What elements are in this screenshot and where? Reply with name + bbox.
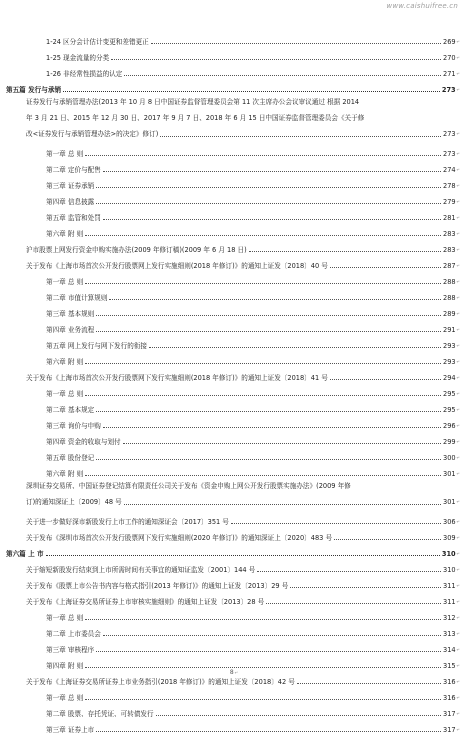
toc-leader [156, 715, 441, 716]
toc-page: 310 [441, 550, 456, 558]
toc-entry[interactable] [6, 414, 460, 430]
toc-entry[interactable] [6, 46, 460, 62]
toc-page: 313 [443, 630, 456, 638]
toc-leader [149, 347, 441, 348]
toc-title: 改<证券发行与承销管理办法>的决定》修订) [26, 130, 159, 138]
toc-multiline-entry [6, 94, 460, 142]
toc-page: 278 [443, 182, 456, 190]
paragraph-mark-icon: ↵ [456, 167, 460, 172]
toc-title: 第四章 业务流程 [46, 326, 95, 334]
toc-leader [96, 331, 441, 332]
toc-entry[interactable] [6, 622, 460, 638]
paragraph-mark-icon: ↵ [456, 695, 460, 700]
toc-entry[interactable] [6, 526, 460, 542]
toc-entry[interactable] [6, 654, 460, 670]
paragraph-mark-icon: ↵ [456, 519, 460, 524]
toc-page: 281 [443, 214, 456, 222]
toc-entry[interactable] [6, 638, 460, 654]
paragraph-mark-icon: ↵ [456, 199, 460, 204]
toc-page: 273 [441, 86, 456, 94]
toc-leader [96, 651, 441, 652]
toc-page: 274 [443, 166, 456, 174]
toc-title: 订)的通知深证上〔2009〕48 号 [26, 498, 122, 506]
toc-page: 306 [443, 518, 456, 526]
toc-title: 第一章 总 则 [46, 614, 84, 622]
toc-leader [103, 427, 441, 428]
page-number: 8 [229, 669, 234, 676]
toc-entry[interactable] [6, 286, 460, 302]
toc-page: 269 [443, 38, 456, 46]
toc-line-last [26, 494, 460, 510]
toc-entry[interactable] [6, 686, 460, 702]
paragraph-mark-icon: ↵ [456, 679, 460, 684]
toc-page: 288 [443, 278, 456, 286]
toc-title: 第四章 资金的收取与划付 [46, 438, 121, 446]
toc-title: 第二章 股票、存托凭证、可转债发行 [46, 710, 154, 718]
toc-title: 关于发布《上海市场首次公开发行股票网上发行实施细则(2018 年修订)》的通知上证发〔2018〕40 号 [26, 262, 328, 270]
paragraph-mark-icon: ↵ [456, 151, 460, 156]
toc-page: 295 [443, 406, 456, 414]
toc-leader [151, 43, 441, 44]
toc-leader [290, 587, 441, 588]
toc-leader [123, 443, 441, 444]
paragraph-mark-icon: ↵ [456, 311, 460, 316]
toc-multiline-entry-2 [6, 478, 460, 510]
toc-entry[interactable] [6, 382, 460, 398]
toc-entry[interactable] [6, 606, 460, 622]
toc-block-1 [6, 30, 460, 94]
toc-page: 288 [443, 294, 456, 302]
toc-page: 311 [443, 582, 456, 590]
watermark: www.caishuifree.cn [386, 2, 458, 10]
toc-page: 294 [443, 374, 456, 382]
toc-block-3 [6, 510, 460, 734]
paragraph-mark-icon: ↵ [456, 615, 460, 620]
toc-leader [96, 411, 441, 412]
toc-leader [103, 219, 441, 220]
page-footer [0, 669, 468, 676]
toc-entry[interactable] [6, 430, 460, 446]
toc-page: 287 [443, 262, 456, 270]
paragraph-mark-icon: ↵ [456, 343, 460, 348]
toc-leader [231, 523, 441, 524]
toc-leader [96, 315, 441, 316]
toc-leader [96, 459, 441, 460]
toc-title: 关于发布《上海市场首次公开发行股票网下发行实施细则(2018 年修订)》的通知上证发〔2018〕41 号 [26, 374, 328, 382]
toc-title: 第二章 市值计算规则 [46, 294, 108, 302]
toc-page: 273 [443, 150, 456, 158]
toc-leader [330, 267, 441, 268]
toc-entry[interactable] [6, 718, 460, 734]
toc-line: 证券发行与承销管理办法(2013 年 10 月 8 日中国证券监督管理委员会第 11 次主席办公会议审议通过 根据 2014 [26, 98, 360, 106]
toc-entry[interactable] [6, 30, 460, 46]
toc-page: 311 [443, 598, 456, 606]
toc-leader [85, 699, 441, 700]
toc-leader [96, 187, 441, 188]
paragraph-mark-icon: ↵ [456, 359, 460, 364]
toc-title: 第五章 股份登记 [46, 454, 95, 462]
toc-page: 293 [443, 358, 456, 366]
toc-line-last [26, 126, 460, 142]
toc-page: 279 [443, 198, 456, 206]
toc-page: 309 [443, 534, 456, 542]
paragraph-mark-icon: ↵ [456, 71, 460, 76]
toc-entry[interactable] [6, 542, 460, 558]
toc-page: 299 [443, 438, 456, 446]
paragraph-mark-icon: ↵ [456, 55, 460, 60]
toc-leader [96, 203, 441, 204]
toc-leader [111, 59, 441, 60]
toc-page: 317 [443, 726, 456, 734]
paragraph-mark-icon: ↵ [456, 231, 460, 236]
toc-page: 291 [443, 326, 456, 334]
toc-title: 第一章 总 则 [46, 694, 84, 702]
toc-entry[interactable] [6, 350, 460, 366]
toc-line: 年 3 月 21 日、2015 年 12 月 30 日、2017 年 9 月 7 日、2018 年 6 月 15 日中国证券监督管理委员会《关于修 [26, 114, 365, 122]
toc-title: 第四章 附 则 [46, 662, 84, 670]
toc-page: 312 [443, 614, 456, 622]
toc-title: 第三章 询价与申购 [46, 422, 101, 430]
toc-entry[interactable] [6, 398, 460, 414]
toc-entry[interactable] [6, 318, 460, 334]
toc-leader [85, 363, 441, 364]
paragraph-mark-icon: ↵ [456, 455, 460, 460]
table-of-contents [6, 30, 460, 734]
toc-leader [85, 155, 441, 156]
toc-entry[interactable] [6, 334, 460, 350]
paragraph-mark-icon: ↵ [456, 87, 460, 92]
toc-leader [85, 395, 441, 396]
toc-leader [266, 603, 441, 604]
paragraph-mark-icon: ↵ [456, 535, 460, 540]
toc-entry[interactable] [6, 510, 460, 526]
toc-title: 第六章 附 则 [46, 230, 84, 238]
paragraph-mark-icon: ↵ [456, 295, 460, 300]
toc-title: 1-25 现金流量的分类 [46, 54, 110, 62]
toc-entry[interactable] [6, 62, 460, 78]
toc-page: 283 [443, 230, 456, 238]
toc-page: 301 [443, 498, 456, 506]
toc-title: 第三章 证券上市 [46, 726, 95, 734]
toc-entry[interactable] [6, 238, 460, 254]
toc-entry[interactable] [6, 142, 460, 158]
toc-title: 第五章 监管和处罚 [46, 214, 101, 222]
toc-page: 316 [443, 678, 456, 686]
toc-leader [103, 635, 441, 636]
toc-entry[interactable] [6, 206, 460, 222]
toc-title: 第三章 证券承销 [46, 182, 95, 190]
toc-entry[interactable] [6, 302, 460, 318]
paragraph-mark-icon: ↵ [456, 247, 460, 252]
paragraph-mark-icon: ↵ [456, 567, 460, 572]
toc-entry[interactable] [6, 222, 460, 238]
toc-title: 第六篇 上 市 [6, 550, 44, 558]
paragraph-mark-icon: ↵ [456, 263, 460, 268]
toc-leader [103, 171, 441, 172]
toc-page: 296 [443, 422, 456, 430]
paragraph-mark-icon: ↵ [456, 391, 460, 396]
toc-leader [96, 731, 441, 732]
paragraph-mark-icon: ↵ [456, 327, 460, 332]
toc-title: 1-26 非经常性损益的认定 [46, 70, 123, 78]
toc-entry[interactable] [6, 590, 460, 606]
toc-leader [109, 299, 441, 300]
toc-title: 第三章 基本规则 [46, 310, 95, 318]
toc-entry[interactable] [6, 702, 460, 718]
toc-title: 关于发布《上海证券交易所证券上市业务指引(2018 年修订)》的通知上证发〔2018〕42 号 [26, 678, 295, 686]
toc-page: 301 [443, 470, 456, 478]
toc-title: 1-24 区分会计估计变更和差错更正 [46, 38, 149, 46]
toc-title: 第一章 总 则 [46, 278, 84, 286]
toc-title: 第三章 审核程序 [46, 646, 95, 654]
toc-page: 295 [443, 390, 456, 398]
toc-entry[interactable] [6, 366, 460, 382]
toc-block-2 [6, 142, 460, 478]
toc-leader [85, 283, 441, 284]
toc-title: 沪市股票上网发行资金申购实施办法(2009 年修订稿)(2009 年 6 月 18 日) [26, 246, 247, 254]
paragraph-mark-icon: ↵ [456, 663, 460, 668]
paragraph-mark-icon: ↵ [456, 439, 460, 444]
paragraph-mark-icon: ↵ [456, 551, 460, 556]
toc-title: 第一章 总 则 [46, 150, 84, 158]
toc-page: 271 [443, 70, 456, 78]
paragraph-mark-icon: ↵ [456, 599, 460, 604]
paragraph-mark-icon: ↵ [456, 711, 460, 716]
toc-leader [249, 251, 441, 252]
toc-leader [85, 235, 441, 236]
paragraph-mark-icon: ↵ [456, 583, 460, 588]
paragraph-mark-icon: ↵ [456, 407, 460, 412]
toc-title: 关于发布《上海证券交易所证券上市审核实施细则》的通知上证发〔2013〕28 号 [26, 598, 265, 606]
paragraph-mark-icon: ↵ [456, 183, 460, 188]
paragraph-mark-icon: ↵ [456, 727, 460, 732]
toc-entry[interactable] [6, 190, 460, 206]
toc-title: 关于缩短新股发行结束到上市所需时间有关事宜的通知证监发〔2001〕144 号 [26, 566, 256, 574]
toc-leader [297, 683, 441, 684]
toc-title: 第二章 定价与配售 [46, 166, 101, 174]
toc-page: 315 [443, 662, 456, 670]
toc-page: 300 [443, 454, 456, 462]
toc-leader [63, 91, 440, 92]
toc-entry[interactable] [6, 446, 460, 462]
toc-entry[interactable] [6, 270, 460, 286]
toc-entry[interactable] [6, 174, 460, 190]
toc-title: 第二章 基本规定 [46, 406, 95, 414]
toc-title: 关于进一步做好深市新股发行上市工作的通知深证会〔2017〕351 号 [26, 518, 229, 526]
toc-leader [124, 504, 441, 505]
toc-page: 289 [443, 310, 456, 318]
toc-leader [334, 539, 441, 540]
paragraph-mark-icon: ↵ [234, 670, 239, 675]
toc-title: 关于发布《深圳市场首次公开发行股票网下发行实施细则(2020 年修订)》的通知深证上〔2020〕483 号 [26, 534, 333, 542]
toc-entry[interactable] [6, 558, 460, 574]
paragraph-mark-icon: ↵ [456, 215, 460, 220]
toc-leader [124, 75, 441, 76]
paragraph-mark-icon: ↵ [456, 471, 460, 476]
toc-title: 第五章 网上发行与网下发行的衔接 [46, 342, 148, 350]
toc-leader [85, 619, 441, 620]
toc-entry[interactable] [6, 462, 460, 478]
toc-page: 270 [443, 54, 456, 62]
toc-page: 310 [443, 566, 456, 574]
paragraph-mark-icon: ↵ [456, 39, 460, 44]
paragraph-mark-icon: ↵ [456, 375, 460, 380]
toc-page: 293 [443, 342, 456, 350]
toc-page: 316 [443, 694, 456, 702]
toc-line: 深圳证券交易所、中国证券登记结算有限责任公司关于发布《资金申购上网公开发行股票实施办法》(2009 年修 [26, 482, 351, 490]
toc-entry[interactable] [6, 254, 460, 270]
toc-leader [46, 555, 440, 556]
toc-title: 第五篇 发行与承销 [6, 86, 62, 94]
paragraph-mark-icon: ↵ [456, 631, 460, 636]
toc-page: 317 [443, 710, 456, 718]
toc-title: 第二章 上市委员会 [46, 630, 101, 638]
toc-entry[interactable] [6, 78, 460, 94]
toc-leader [85, 475, 441, 476]
toc-leader [330, 379, 441, 380]
paragraph-mark-icon: ↵ [456, 131, 460, 136]
toc-title: 第一章 总 则 [46, 390, 84, 398]
toc-title: 第六章 附 则 [46, 470, 84, 478]
toc-title: 第四章 信息披露 [46, 198, 95, 206]
paragraph-mark-icon: ↵ [456, 423, 460, 428]
toc-leader [160, 136, 441, 137]
toc-leader [85, 667, 441, 668]
toc-leader [257, 571, 441, 572]
toc-title: 第六章 附 则 [46, 358, 84, 366]
toc-entry[interactable] [6, 158, 460, 174]
toc-title: 关于发布《股票上市公告书内容与格式指引(2013 年修订)》的通知上证发〔2013〕29 号 [26, 582, 289, 590]
toc-page: 314 [443, 646, 456, 654]
paragraph-mark-icon: ↵ [456, 499, 460, 504]
toc-page: 283 [443, 246, 456, 254]
toc-entry[interactable] [6, 574, 460, 590]
paragraph-mark-icon: ↵ [456, 647, 460, 652]
paragraph-mark-icon: ↵ [456, 279, 460, 284]
toc-page: 273 [443, 130, 456, 138]
